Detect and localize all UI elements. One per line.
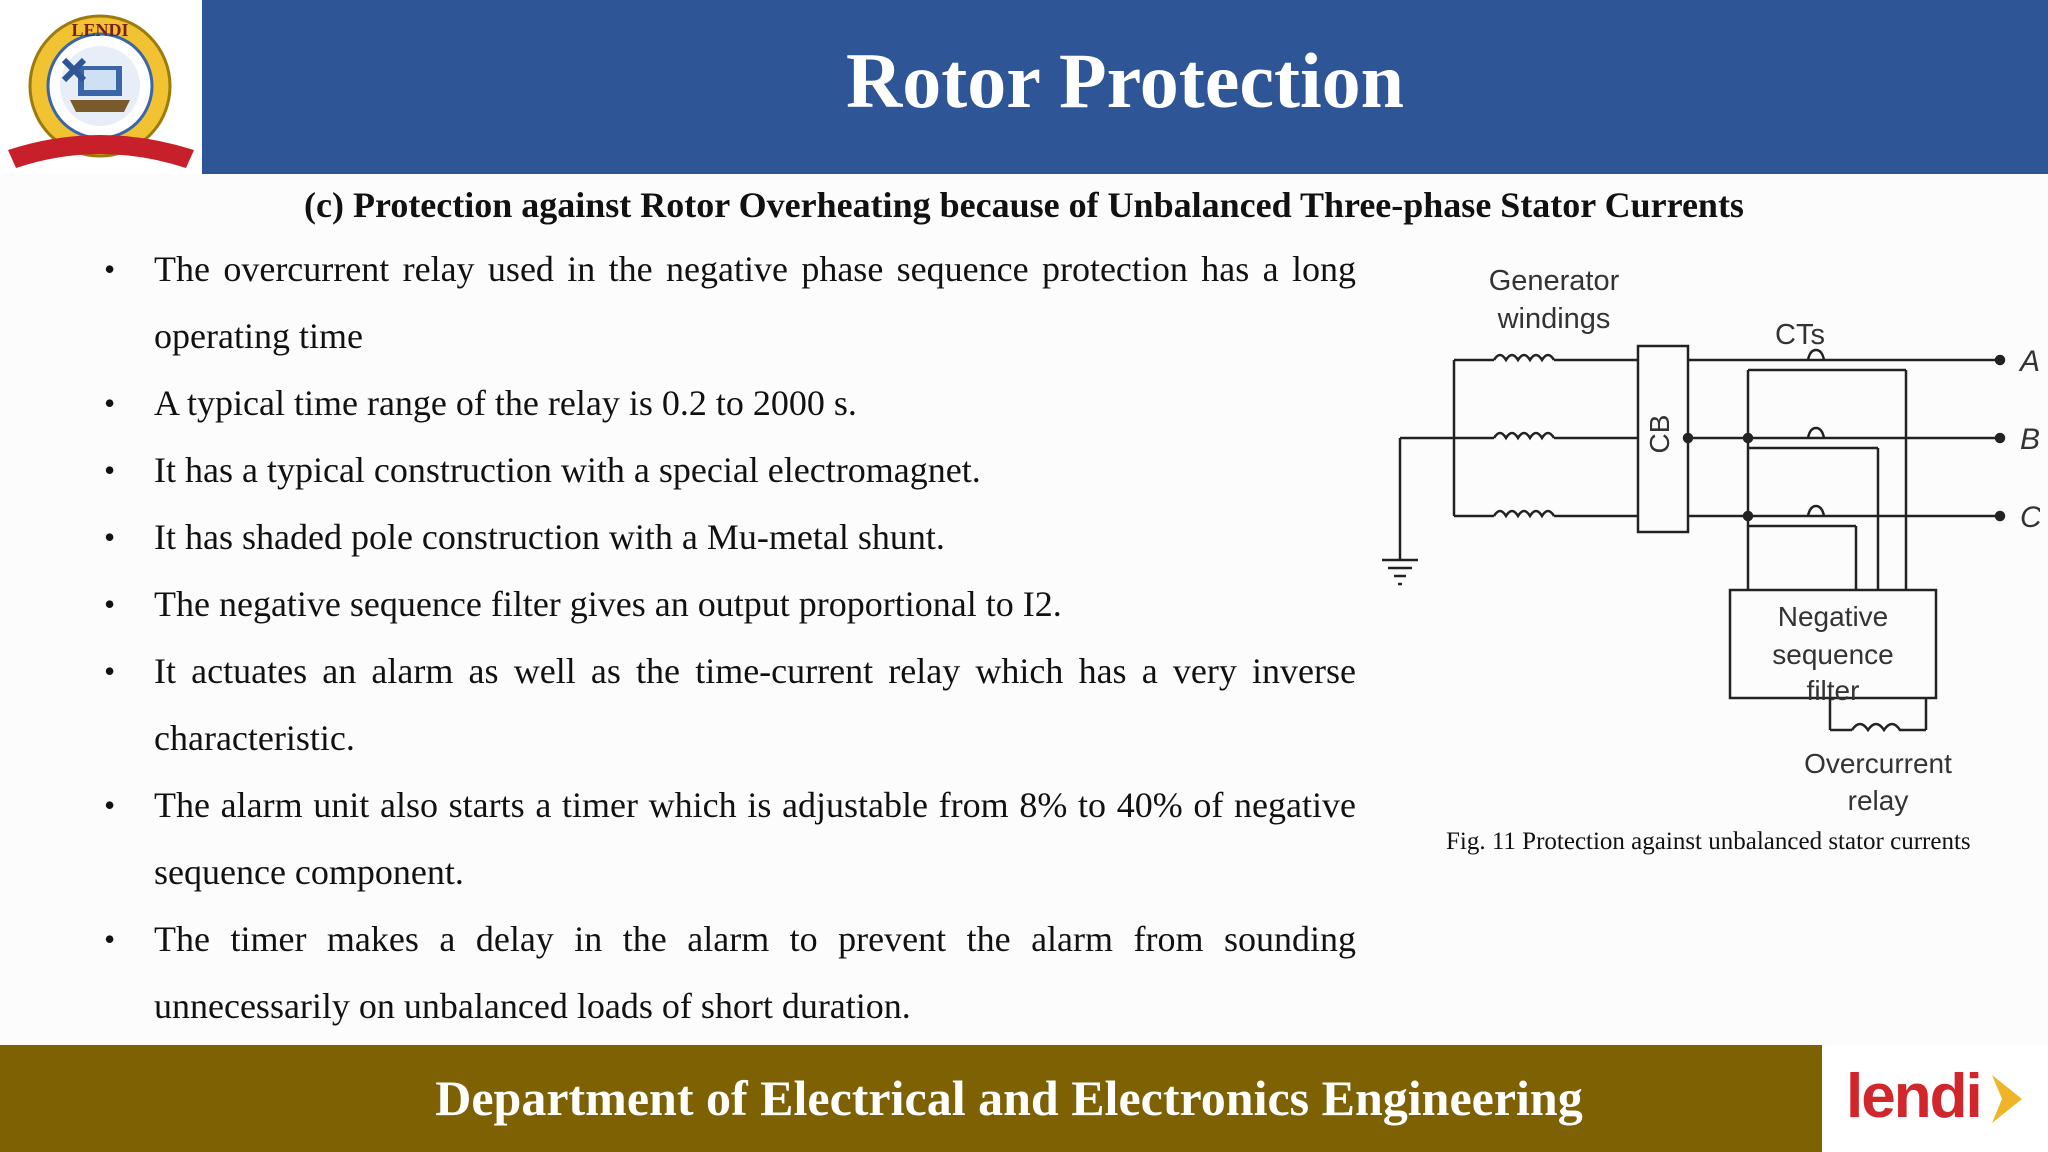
figure-caption: Fig. 11 Protection against unbalanced stator currents — [1446, 828, 1971, 855]
label-filter-3: filter — [1806, 675, 1860, 706]
circuit-diagram — [1370, 250, 2040, 830]
bullet-item — [100, 906, 1356, 1040]
bullet-text: The alarm unit also starts a timer which is adjustable from 8% to 40% of negative sequence component. — [154, 785, 1356, 892]
ct-a — [1808, 350, 1824, 360]
label-phase-b: B — [2020, 423, 2040, 456]
label-generator: Generator — [1488, 265, 1620, 297]
institute-logo — [0, 0, 202, 174]
ct-c — [1808, 506, 1824, 516]
bullet-glyph: • — [104, 921, 116, 957]
bullet-text: The overcurrent relay used in the negative phase sequence protection has a long operating time — [154, 249, 1356, 356]
bullet-list — [100, 236, 1356, 1040]
bullet-item — [100, 370, 1356, 437]
label-relay-1: Overcurrent — [1804, 748, 1952, 779]
label-phase-a: A — [2020, 345, 2040, 378]
bullet-item — [100, 772, 1356, 906]
label-phase-c: C — [2020, 501, 2040, 534]
bullet-text: It has a typical construction with a special electromagnet. — [154, 450, 981, 490]
bullet-glyph: • — [104, 519, 116, 555]
winding-c — [1494, 511, 1554, 516]
section-subtitle: (c) Protection against Rotor Overheating because of Unbalanced Three-phase Stator Currents — [304, 185, 1744, 225]
arrow-icon — [1822, 1045, 2048, 1152]
label-cts: CTs — [1775, 319, 1825, 351]
relay-coil — [1852, 724, 1906, 730]
label-filter-2: sequence — [1772, 639, 1894, 670]
page-title: Rotor Protection — [845, 37, 1405, 124]
logo-lettering: LENDI — [71, 20, 129, 40]
bullet-text: It actuates an alarm as well as the time-current relay which has a very inverse characteristic. — [154, 651, 1356, 758]
bullet-glyph: • — [104, 251, 116, 287]
lendi-logo — [1822, 1045, 2048, 1152]
winding-a — [1494, 355, 1554, 360]
bullet-glyph: • — [104, 385, 116, 421]
bullet-item — [100, 504, 1356, 571]
label-relay-2: relay — [1847, 785, 1909, 816]
department-name: Department of Electrical and Electronics Engineering — [435, 1070, 1583, 1126]
label-cb: CB — [1644, 414, 1675, 454]
lendi-logo-word: lendi — [1846, 1062, 1981, 1131]
title-bar — [202, 0, 2048, 174]
bullet-text: A typical time range of the relay is 0.2 to 2000 s. — [154, 383, 857, 423]
bullet-glyph: • — [104, 787, 116, 823]
bullet-item — [100, 638, 1356, 772]
ct-b — [1808, 428, 1824, 438]
winding-b — [1494, 433, 1554, 438]
bullet-text: The timer makes a delay in the alarm to prevent the alarm from sounding unnecessarily on unbalanced loads of short duration. — [154, 919, 1356, 1026]
bullet-glyph: • — [104, 586, 116, 622]
bullet-glyph: • — [104, 653, 116, 689]
label-windings: windings — [1497, 303, 1611, 335]
footer — [0, 1045, 2048, 1152]
bullet-glyph: • — [104, 452, 116, 488]
ground-icon — [1382, 560, 1418, 584]
bullet-text: The negative sequence filter gives an output proportional to I2. — [154, 584, 1062, 624]
bullet-item — [100, 437, 1356, 504]
bullet-item — [100, 236, 1356, 370]
header — [0, 0, 2048, 174]
bullet-item — [100, 571, 1356, 638]
bullet-text: It has shaded pole construction with a Mu-metal shunt. — [154, 517, 945, 557]
label-filter-1: Negative — [1777, 601, 1889, 632]
